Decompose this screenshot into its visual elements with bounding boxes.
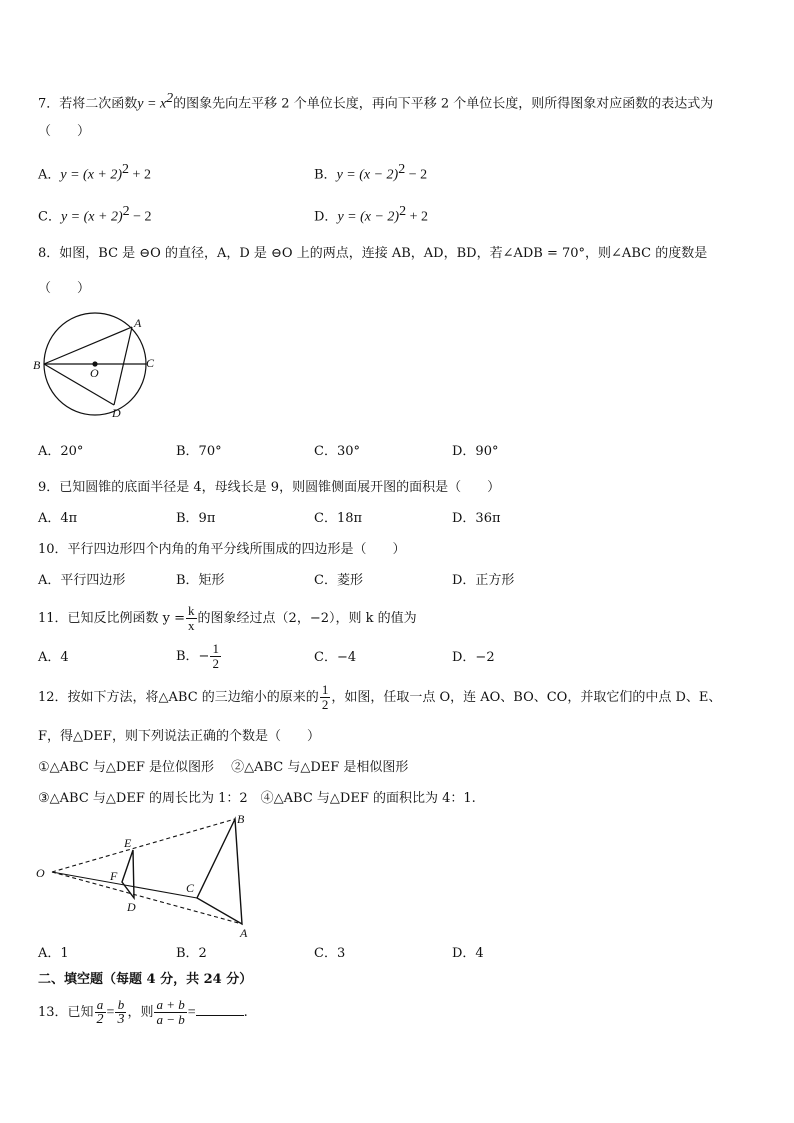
- q12-option-a: A．1: [38, 946, 69, 961]
- q8-option-d: D．90°: [452, 444, 499, 459]
- q13-f1-den: 2: [96, 1012, 104, 1027]
- label-d: D: [127, 900, 136, 914]
- q12-fraction: [320, 683, 331, 712]
- q7-stem-a: 7．若将二次函数: [38, 96, 138, 112]
- q7-option-c: [38, 202, 152, 227]
- q12-stem-line1: [38, 682, 721, 714]
- q13-frac-2: [115, 998, 126, 1027]
- q7-opt-a-exp: 2: [122, 162, 130, 177]
- section-2-heading: 二、填空题（每题 4 分，共 24 分）: [38, 972, 253, 987]
- q12-frac-num: 1: [321, 682, 329, 697]
- q7-opt-b-text: y = (x − 2): [336, 167, 399, 183]
- q12-option-d: D．4: [452, 946, 484, 961]
- q11-fraction: [186, 604, 197, 633]
- q11-opt-b-fraction: [210, 642, 221, 671]
- q7-opt-d-label: D．: [314, 209, 338, 225]
- q12-frac-den: 2: [321, 697, 329, 712]
- q11-frac-num: k: [188, 603, 195, 618]
- q11-opt-b-label: B．−: [176, 649, 210, 664]
- q11-option-c: C．−4: [314, 650, 357, 665]
- q13-mid: ，则: [127, 1005, 154, 1020]
- q7-option-a: [38, 160, 151, 185]
- label-f: F: [110, 869, 118, 883]
- q11-option-b: [176, 640, 222, 674]
- q7-func-exp: 2: [166, 91, 174, 106]
- q13-eq: =: [106, 1005, 115, 1020]
- q9-option-b: B．9π: [176, 511, 216, 526]
- q7-opt-c-exp: 2: [122, 204, 130, 219]
- q7-opt-c-tail: − 2: [129, 209, 152, 225]
- label-a: A: [240, 926, 248, 938]
- q12-statement-1-2: ①△ABC 与△DEF 是位似图形 ②△ABC 与△DEF 是相似图形: [38, 760, 409, 775]
- segment-bd: [44, 364, 114, 405]
- q12-stem-line2: F，得△DEF，则下列说法正确的个数是（ ）: [38, 729, 320, 744]
- q7-opt-a-label: A．: [38, 167, 61, 183]
- dashed-oa: [52, 872, 242, 924]
- q13-f2-den: 3: [117, 1012, 125, 1027]
- q10-option-d: D．正方形: [452, 573, 515, 588]
- q11-frac-den: x: [188, 618, 195, 633]
- q11-opt-b-num: 1: [212, 641, 219, 656]
- q7-paren: （ ）: [38, 124, 91, 139]
- triangle-def: [122, 850, 134, 898]
- q10-option-a: A．平行四边形: [38, 573, 126, 588]
- q7-func: y = x: [137, 96, 167, 112]
- label-o: O: [90, 366, 99, 380]
- q13-f2-num: b: [115, 998, 126, 1013]
- q13-eq2: =: [187, 1005, 196, 1020]
- q11-stem-a: 11．已知反比例函数 y =: [38, 611, 186, 626]
- q12-stem-b: ，如图，任取一点 O，连 AO、BO、CO，并取它们的中点 D、E、: [331, 690, 722, 705]
- q12-option-c: C．3: [314, 946, 346, 961]
- q10-option-c: C．菱形: [314, 573, 363, 588]
- dashed-ob: [52, 819, 235, 872]
- q9-stem: 9．已知圆锥的底面半径是 4，母线长是 9，则圆锥侧面展开图的面积是（ ）: [38, 480, 501, 495]
- q7-opt-c-text: y = (x + 2): [60, 209, 123, 225]
- q9-option-c: C．18π: [314, 511, 363, 526]
- segment-ad: [114, 327, 132, 405]
- q7-stem-b: 的图象先向左平移 2 个单位长度，再向下平移 2 个单位长度，则所得图象对应函数的表达式为: [173, 96, 714, 112]
- q10-stem: 10．平行四边形四个内角的角平分线所围成的四边形是（ ）: [38, 542, 406, 557]
- label-d: D: [112, 406, 121, 420]
- q11-stem: [38, 604, 417, 634]
- label-e: E: [124, 836, 132, 850]
- q7-option-d: [314, 202, 428, 227]
- q12-statement-3-4: ③△ABC 与△DEF 的周长比为 1：2 ④△ABC 与△DEF 的面积比为 4：1.: [38, 791, 476, 806]
- q12-stem-a: 12．按如下方法，将△ABC 的三边缩小的原来的: [38, 690, 319, 705]
- q12-homothety-figure: [30, 808, 260, 938]
- q7-opt-d-text: y = (x − 2): [337, 209, 400, 225]
- q8-stem: 8．如图，BC 是 ⊖O 的直径，A，D 是 ⊖O 上的两点，连接 AB，AD，BD，若∠ADB = 70°，则∠ABC 的度数是: [38, 246, 708, 261]
- q7-opt-b-label: B．: [314, 167, 337, 183]
- q8-option-c: C．30°: [314, 444, 360, 459]
- q11-option-d: D．−2: [452, 650, 495, 665]
- q11-option-a: A．4: [38, 650, 69, 665]
- label-a: A: [134, 316, 142, 330]
- segment-ab: [44, 327, 132, 364]
- label-c: C: [146, 356, 155, 370]
- triangle-abc: [197, 819, 242, 924]
- q8-option-a: A．20°: [38, 444, 84, 459]
- label-b: B: [33, 358, 41, 372]
- q12-option-b: B．2: [176, 946, 207, 961]
- q7-opt-a-tail: + 2: [129, 167, 151, 183]
- label-b: B: [237, 812, 245, 826]
- q10-option-b: B．矩形: [176, 573, 225, 588]
- q8-option-b: B．70°: [176, 444, 222, 459]
- q11-opt-b-den: 2: [212, 656, 219, 671]
- q13-end: .: [243, 1005, 248, 1020]
- q9-option-d: D．36π: [452, 511, 501, 526]
- label-c: C: [186, 881, 195, 895]
- q13-answer-blank[interactable]: [196, 1003, 244, 1016]
- label-o: O: [36, 866, 45, 880]
- q7-opt-b-tail: − 2: [405, 167, 428, 183]
- q13-stem: [38, 996, 248, 1030]
- q7-opt-d-exp: 2: [399, 204, 407, 219]
- q13-stem-a: 13．已知: [38, 1005, 94, 1020]
- q13-frac-3: [154, 998, 186, 1027]
- q7-opt-d-tail: + 2: [406, 209, 428, 225]
- q13-f3-num: a + b: [156, 997, 185, 1012]
- q7-opt-b-exp: 2: [398, 162, 406, 177]
- q13-frac-1: [95, 998, 106, 1027]
- q8-paren: （ ）: [38, 281, 91, 296]
- q7-opt-a-text: y = (x + 2): [60, 167, 123, 183]
- q13-f3-den: a − b: [156, 1012, 185, 1027]
- q7-opt-c-label: C．: [38, 209, 61, 225]
- q9-option-a: A．4π: [38, 511, 78, 526]
- q8-circle-figure: [30, 305, 170, 425]
- q13-f1-num: a: [95, 998, 106, 1013]
- q11-stem-b: 的图象经过点（2，−2），则 k 的值为: [197, 611, 417, 626]
- q7-stem: [38, 89, 713, 114]
- q7-option-b: [314, 160, 427, 185]
